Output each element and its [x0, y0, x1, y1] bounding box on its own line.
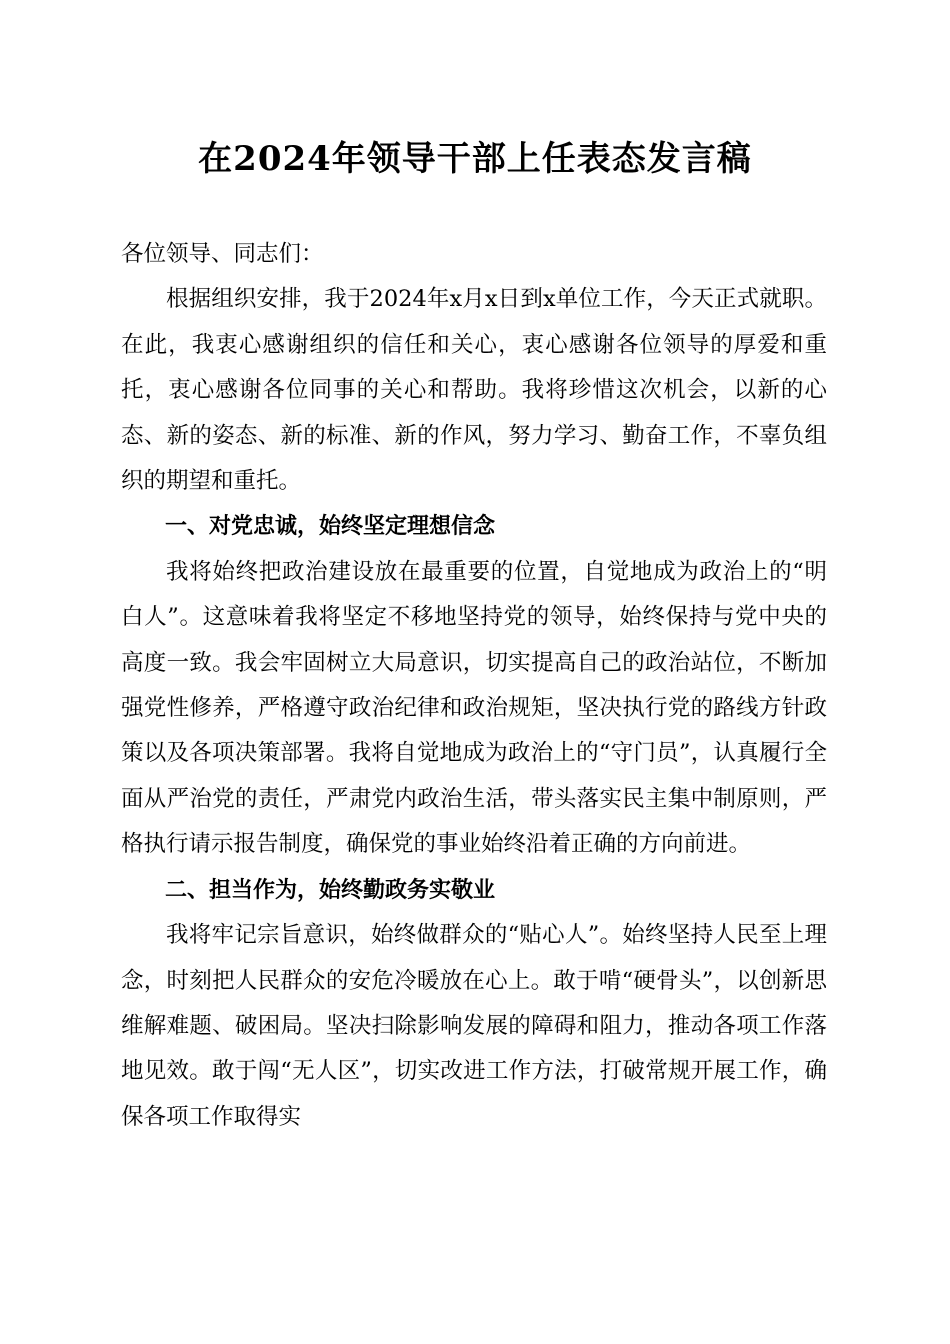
document-body: [121, 232, 827, 1140]
salutation: 各位领导、同志们：: [121, 241, 324, 267]
document-title: 在2024年领导干部上任表态发言稿: [198, 139, 752, 179]
section-heading-1: 一、对党忠诚，始终坚定理想信念: [165, 514, 496, 540]
section-heading-2: 二、担当作为，始终勤政务实敬业: [165, 877, 496, 903]
intro-paragraph: 根据组织安排，我于2024年x月x日到x单位工作，今天正式就职。在此，我衷心感谢组织的信任和关心，衷心感谢各位领导的厚爱和重托，衷心感谢各位同事的关心和帮助。我将珍惜这次机会，以新的心态、新的姿态、新的标准、新的作风，努力学习、勤奋工作，不辜负组织的期望和重托。: [121, 286, 827, 495]
section-paragraph-1: 我将始终把政治建设放在最重要的位置，自觉地成为政治上的“明白人”。这意味着我将坚定不移地坚持党的领导，始终保持与党中央的高度一致。我会牢固树立大局意识，切实提高自己的政治站位，不断加强党性修养，严格遵守政治纪律和政治规矩，坚决执行党的路线方针政策以及各项决策部署。我将自觉地成为政治上的“守门员”，认真履行全面从严治党的责任，严肃党内政治生活，带头落实民主集中制原则，严格执行请示报告制度，确保党的事业始终沿着正确的方向前进。: [121, 558, 827, 858]
section-paragraph-2: 我将牢记宗旨意识，始终做群众的“贴心人”。始终坚持人民至上理念，时刻把人民群众的安危冷暖放在心上。敢于啃“硬骨头”，以创新思维解难题、破困局。坚决扫除影响发展的障碍和阻力，推动各项工作落地见效。敢于闯“无人区”，切实改进工作方法，打破常规开展工作，确保各项工作取得实: [121, 922, 827, 1130]
